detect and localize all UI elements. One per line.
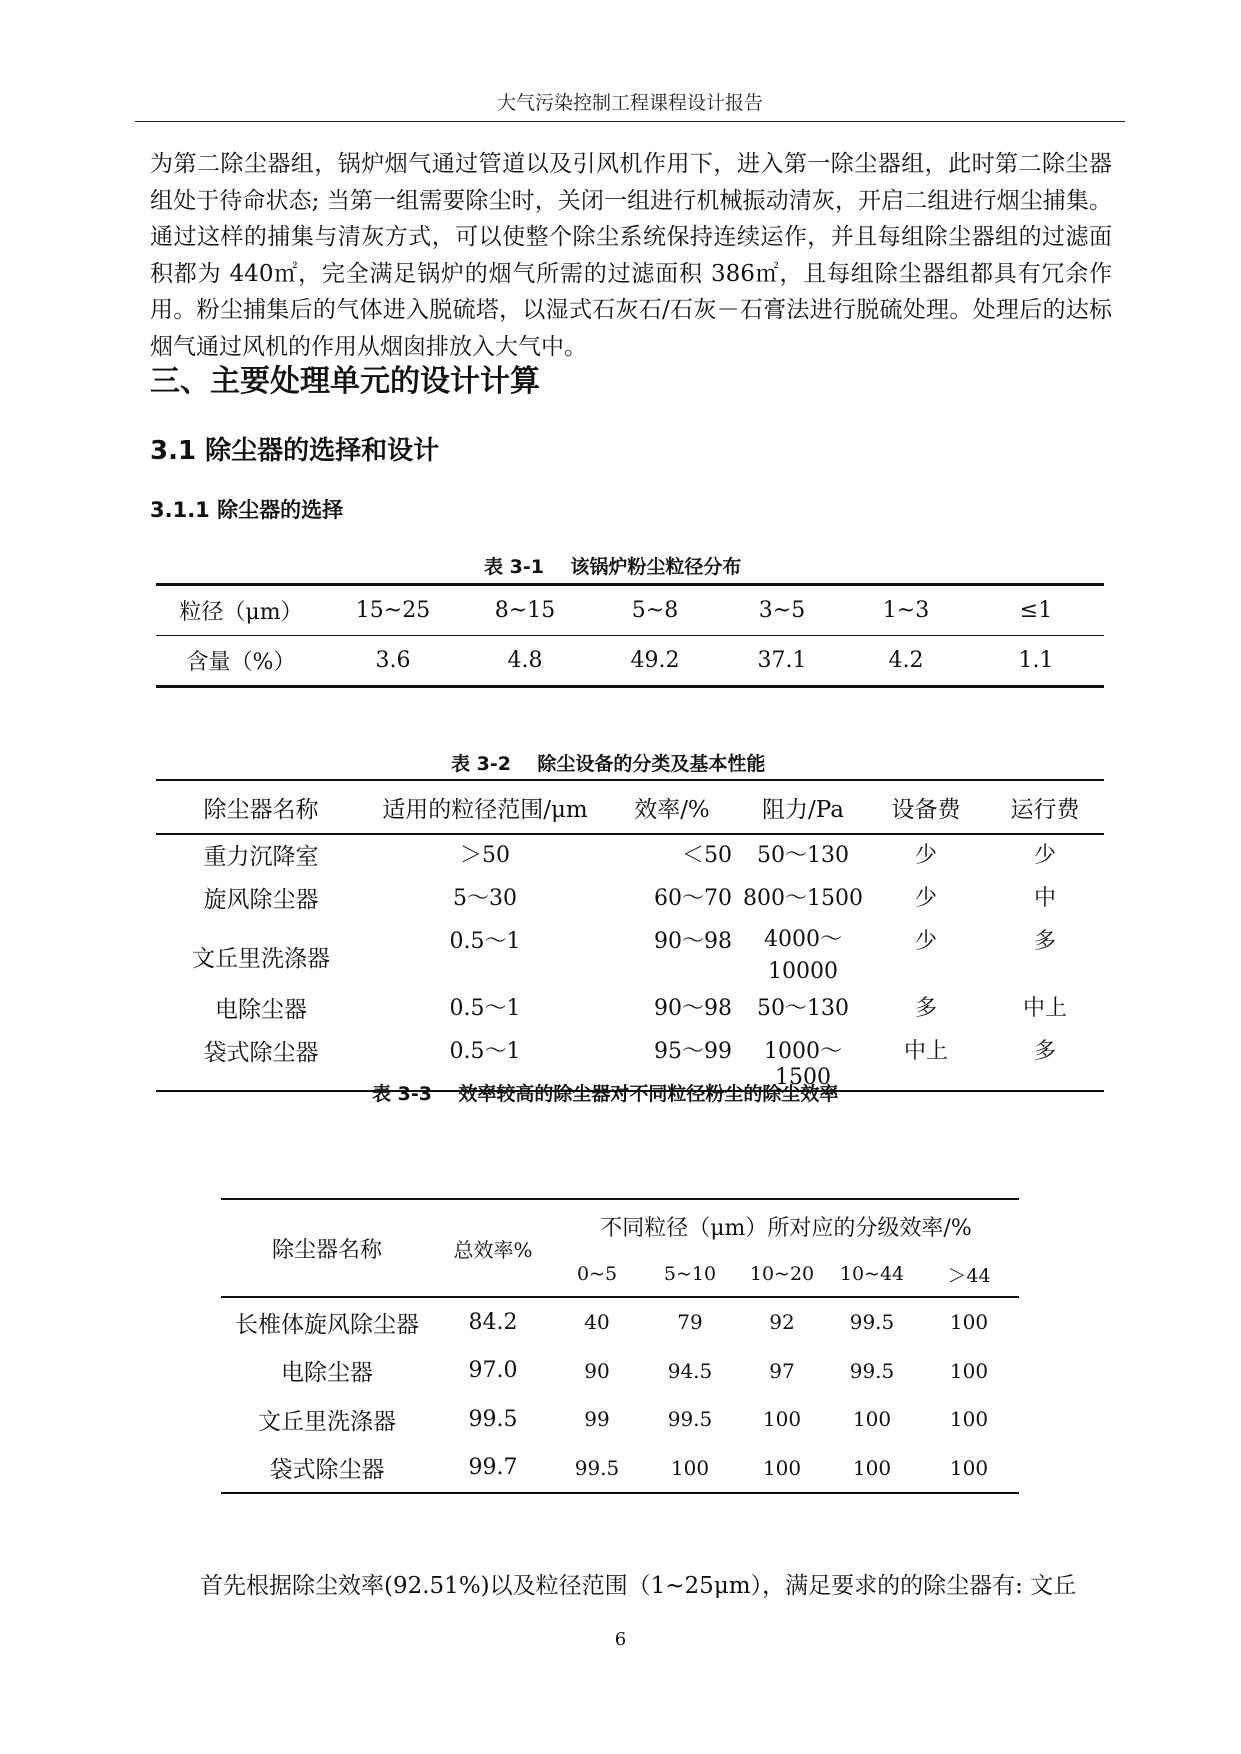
column-header: 阻力/Pa [740, 780, 866, 834]
table-row [156, 636, 1104, 687]
table-cell: 15~25 [326, 585, 460, 636]
table-cell: 8~15 [460, 585, 590, 636]
table-cell: 多 [1033, 929, 1056, 954]
table-cell: 5～30 [453, 886, 517, 911]
table-cell: 60～70 [654, 886, 732, 911]
column-group-header: 不同粒径（μm）所对应的分级效率/% [553, 1199, 1019, 1252]
table-row [156, 834, 1104, 878]
table-cell: 多 [914, 996, 937, 1021]
table-cell: 中上 [1022, 996, 1067, 1021]
table-cell: 100 [949, 1407, 989, 1432]
table-cell: 99.5 [849, 1310, 895, 1335]
table-cell: 4.2 [844, 636, 968, 687]
column-header: ＞44 [919, 1252, 1019, 1297]
dust-collector-performance-table [156, 779, 1104, 1092]
column-header: 0~5 [553, 1252, 641, 1297]
column-header: 设备费 [866, 780, 986, 834]
table-cell: 4.8 [460, 636, 590, 687]
header-rule [135, 121, 1125, 122]
table-cell: 电除尘器 [215, 997, 307, 1023]
table-header-row [156, 780, 1104, 834]
table-cell: 袋式除尘器 [221, 1444, 433, 1494]
table-cell: 100 [762, 1407, 802, 1432]
final-paragraph: 首先根据除尘效率(92.51%)以及粒径范围（1~25μm），满足要求的的除尘器有: 文丘 [200, 1573, 1077, 1599]
table-cell: 4000～ 10000 [764, 927, 842, 984]
table-cell: 97 [769, 1358, 795, 1383]
column-header: 运行费 [986, 780, 1104, 834]
table-cell: 99.7 [433, 1444, 553, 1494]
table-row [156, 988, 1104, 1031]
table-cell: 99.5 [849, 1358, 895, 1383]
intro-paragraph: 为第二除尘器组，锅炉烟气通过管道以及引风机作用下，进入第一除尘器组，此时第二除尘器组处于待命状态; 当第一组需要除尘时，关闭一组进行机械振动清灰，开启二组进行烟尘捕集。通过这样的捕集与清灰方式，可以使整个除尘系统保持连续运作，并且每组除尘器组的过滤面积都为 440㎡，完全满足锅炉的烟气所需的过滤面积 386㎡，且每组除尘器组都具有冗余作用。粉尘捕集后的气体进入脱硫塔，以湿式石灰石/石灰－石膏法进行脱硫处理。处理后的达标烟气通过风机的作用从烟囱排放入大气中。 [150, 151, 1112, 360]
table-cell: 粒径（μm） [156, 585, 326, 636]
column-header: 10~44 [825, 1252, 919, 1297]
section-heading: 三、主要处理单元的设计计算 [150, 364, 540, 399]
table-cell: 95～99 [604, 1031, 740, 1091]
table-cell: ＜50 [682, 843, 732, 868]
table-cell: 92 [769, 1310, 795, 1335]
table-cell: 99.5 [553, 1444, 641, 1494]
table-cell: 0.5～1 [449, 929, 521, 954]
table-cell: 0.5～1 [449, 996, 521, 1021]
table-cell: 电除尘器 [281, 1360, 373, 1387]
column-header: 除尘器名称 [221, 1199, 433, 1297]
table-row [221, 1297, 1019, 1347]
table-cell: 文丘里洗涤器 [192, 945, 330, 972]
table-cell: 100 [919, 1444, 1019, 1494]
table-cell: 100 [949, 1358, 989, 1383]
table-cell: 99 [584, 1407, 610, 1432]
table-cell: 少 [1033, 843, 1056, 868]
table-row [156, 585, 1104, 636]
table-cell: 99.5 [468, 1406, 518, 1432]
column-header: 效率/% [604, 780, 740, 834]
page-header-title: 大气污染控制工程课程设计报告 [496, 92, 763, 114]
table-cell: 含量（%） [156, 636, 326, 687]
graded-efficiency-table [221, 1198, 1019, 1494]
table-row [221, 1347, 1019, 1396]
table-cell: 少 [914, 929, 937, 954]
table-cell: 3~5 [720, 585, 844, 636]
column-header: 适用的粒径范围/μm [366, 780, 604, 834]
table-cell: 79 [677, 1310, 703, 1335]
table-row [221, 1444, 1019, 1494]
table-row [156, 921, 1104, 988]
table-cell: 少 [914, 843, 937, 868]
table-cell: 中 [1033, 886, 1056, 911]
table-cell: 90～98 [654, 929, 732, 954]
table1-caption: 表 3-1 该锅炉粉尘粒径分布 [484, 556, 742, 578]
table-cell: 5~8 [590, 585, 720, 636]
table-cell: 100 [949, 1310, 989, 1335]
table-cell: 多 [986, 1031, 1104, 1091]
table-cell: 99.5 [667, 1407, 713, 1432]
table-cell: 少 [914, 886, 937, 911]
table-cell: 100 [641, 1444, 739, 1494]
table-cell: 袋式除尘器 [156, 1031, 366, 1091]
table3-caption: 表 3-3 效率较高的除尘器对不同粒径粉尘的除尘效率 [372, 1083, 839, 1105]
table-cell: 50～130 [757, 843, 849, 868]
table-cell: 100 [739, 1444, 825, 1494]
table-cell: 文丘里洗涤器 [258, 1408, 396, 1435]
table-header-row [221, 1199, 1019, 1252]
column-header: 10~20 [739, 1252, 825, 1297]
table-cell: 90～98 [654, 996, 732, 1021]
table-cell: 84.2 [468, 1309, 518, 1335]
page-number: 6 [614, 1629, 627, 1650]
particle-size-table [156, 583, 1104, 688]
table-cell: 3.6 [326, 636, 460, 687]
table-cell: 0.5～1 [366, 1031, 604, 1091]
table-cell: 1.1 [968, 636, 1104, 687]
table-row [156, 878, 1104, 921]
subsubsection-heading: 3.1.1 除尘器的选择 [150, 498, 344, 522]
table-cell: 800～1500 [743, 886, 863, 911]
subsection-heading: 3.1 除尘器的选择和设计 [150, 436, 440, 466]
column-header: 总效率% [433, 1199, 553, 1297]
column-header: 5~10 [641, 1252, 739, 1297]
table2-caption: 表 3-2 除尘设备的分类及基本性能 [451, 753, 766, 775]
column-header: 除尘器名称 [156, 780, 366, 834]
table-cell: 49.2 [590, 636, 720, 687]
table-cell: ≤1 [968, 585, 1104, 636]
table-row [221, 1395, 1019, 1444]
table-cell: ＞50 [460, 843, 510, 868]
table-cell: 长椎体旋风除尘器 [235, 1311, 419, 1338]
table-cell: 重力沉降室 [203, 844, 319, 870]
table-cell: 旋风除尘器 [203, 887, 319, 913]
table-cell: 1~3 [844, 585, 968, 636]
table-cell: 1000～1500 [740, 1031, 866, 1091]
table-cell: 40 [584, 1310, 610, 1335]
table-cell: 50～130 [757, 996, 849, 1021]
table-cell: 100 [825, 1444, 919, 1494]
table-cell: 中上 [866, 1031, 986, 1091]
table-cell: 90 [584, 1358, 610, 1383]
table-cell: 97.0 [468, 1358, 518, 1384]
table-cell: 94.5 [667, 1358, 713, 1383]
table-cell: 37.1 [720, 636, 844, 687]
table-cell: 100 [852, 1407, 892, 1432]
